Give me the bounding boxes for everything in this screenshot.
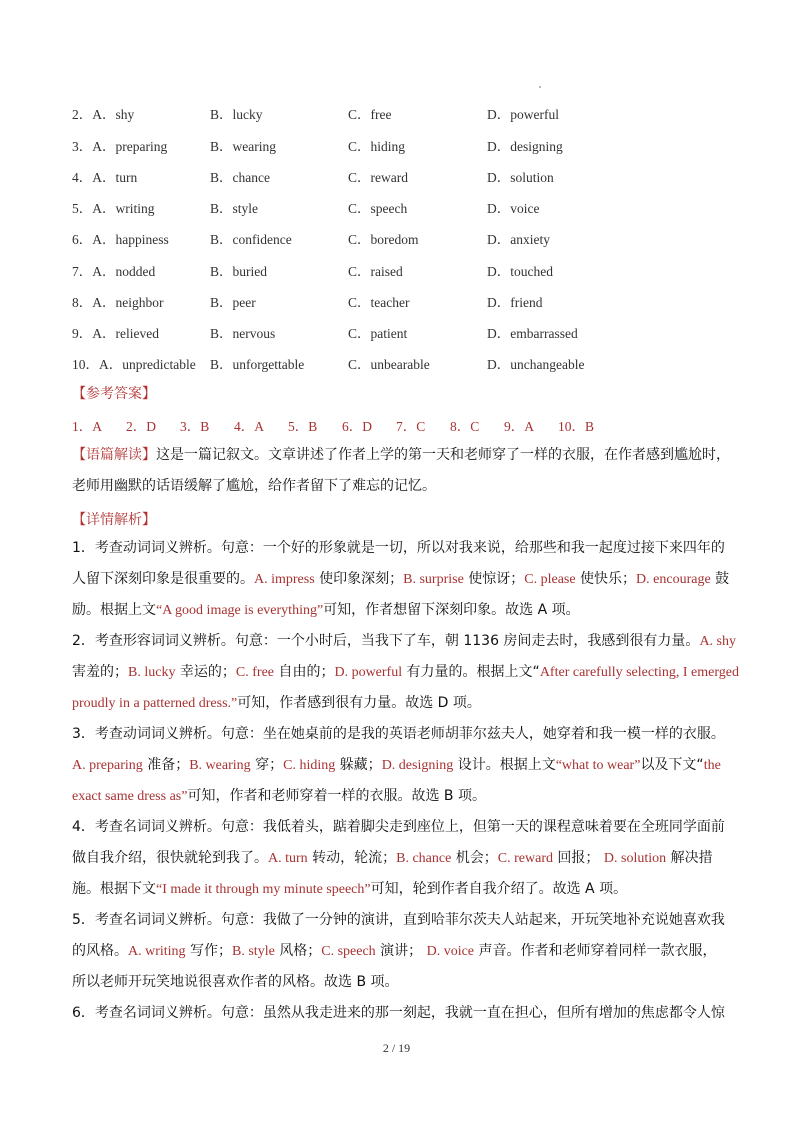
detail-analysis [72, 533, 739, 1029]
answer-item: 4．A [234, 419, 264, 434]
detail-line: 5．考查名词词义辨析。句意：我做了一分钟的演讲，直到哈菲尔茨夫人站起来，开玩笑地补充说她喜欢我 [72, 912, 725, 928]
option-b: B．style [210, 201, 259, 216]
option-d: D．touched [487, 264, 553, 279]
option-d: D．powerful [487, 107, 559, 122]
option-d: D．unchangeable [487, 357, 585, 372]
option-b: B．lucky [210, 107, 263, 122]
option-c: C．hiding [348, 139, 406, 154]
reading-interpretation [72, 440, 732, 502]
option-c: C．patient [348, 326, 408, 341]
option-d: D．solution [487, 170, 554, 185]
detail-line: 励。根据上文“A good image is everything”可知，作者想留下深刻印象。故选 A 项。 [72, 602, 580, 618]
option-c: C．speech [348, 201, 408, 216]
option-d: D．anxiety [487, 232, 550, 247]
option-a: 10．A．unpredictable [72, 357, 196, 372]
detail-heading [72, 509, 156, 529]
option-a: 3．A．preparing [72, 139, 168, 154]
option-c: C．boredom [348, 232, 419, 247]
option-c: C．unbearable [348, 357, 430, 372]
answer-item: 2．D [126, 419, 156, 434]
detail-line: 做自我介绍，很快就轮到我了。A. turn 转动，轮流；B. chance 机会；C. reward 回报； D. solution 解决措 [72, 850, 713, 866]
detail-line: 4．考查名词词义辨析。句意：我低着头，踮着脚尖走到座位上，但第一天的课程意味着要在全班同学面前 [72, 819, 725, 835]
option-b: B．buried [210, 264, 267, 279]
option-d: D．voice [487, 201, 540, 216]
option-b: B．wearing [210, 139, 276, 154]
option-b: B．nervous [210, 326, 276, 341]
scan-dot [539, 86, 541, 88]
answer-item: 3．B [180, 419, 210, 434]
option-c: C．teacher [348, 295, 410, 310]
option-a: 8．A．neighbor [72, 295, 164, 310]
option-a: 5．A．writing [72, 201, 155, 216]
detail-line: 3．考查动词词义辨析。句意：坐在她桌前的是我的英语老师胡菲尔兹夫人，她穿着和我一模一样的衣服。 [72, 726, 725, 742]
option-d: D．designing [487, 139, 563, 154]
reading-text-1: 这是一篇记叙文。文章讲述了作者上学的第一天和老师穿了一样的衣服，在作者感到尴尬时， [156, 447, 730, 463]
detail-line: 的风格。A. writing 写作；B. style 风格；C. speech 演讲； D. voice 声音。作者和老师穿着同样一款衣服， [72, 943, 717, 959]
answer-item: 10．B [558, 419, 595, 434]
detail-line: 1．考查动词词义辨析。句意：一个好的形象就是一切，所以对我来说，给那些和我一起度过接下来四年的 [72, 540, 725, 556]
answer-item: 8．C [450, 419, 480, 434]
option-b: B．peer [210, 295, 256, 310]
option-c: C．raised [348, 264, 403, 279]
detail-heading-label: 【详情解析】 [72, 512, 156, 528]
answer-item: 7．C [396, 419, 426, 434]
option-b: B．confidence [210, 232, 292, 247]
option-d: D．embarrassed [487, 326, 578, 341]
option-a: 9．A．relieved [72, 326, 159, 341]
reading-label: 【语篇解读】 [72, 447, 156, 463]
detail-line: exact same dress as”可知，作者和老师穿着一样的衣服。故选 B 项。 [72, 788, 486, 804]
answer-heading-label: 【参考答案】 [72, 386, 156, 402]
detail-line: 所以老师开玩笑地说很喜欢作者的风格。故选 B 项。 [72, 974, 399, 990]
option-a: 2．A．shy [72, 107, 135, 122]
answer-item: 5．B [288, 419, 318, 434]
answer-item: 6．D [342, 419, 372, 434]
option-b: B．chance [210, 170, 270, 185]
detail-line: proudly in a patterned dress.”可知，作者感到很有力量。故选 D 项。 [72, 695, 481, 711]
detail-line: 6．考查名词词义辨析。句意：虽然从我走进来的那一刻起，我就一直在担心，但所有增加的焦虑都令人惊 [72, 1005, 725, 1021]
option-d: D．friend [487, 295, 543, 310]
reading-text-2: 老师用幽默的话语缓解了尴尬，给作者留下了难忘的记忆。 [72, 478, 436, 494]
answer-item: 1．A [72, 419, 102, 434]
page-number: 2 / 19 [382, 1041, 411, 1055]
answer-item: 9．A [504, 419, 534, 434]
option-b: B．unforgettable [210, 357, 305, 372]
option-a: 6．A．happiness [72, 232, 169, 247]
detail-line: 害羞的；B. lucky 幸运的；C. free 自由的；D. powerful 有力量的。根据上文“After carefully selecting, I emerged [72, 664, 739, 680]
answer-heading [72, 383, 156, 403]
option-a: 7．A．nodded [72, 264, 156, 279]
detail-line: 2．考查形容词词义辨析。句意：一个小时后，当我下了车，朝 1136 房间走去时，我感到很有力量。A. shy [72, 633, 736, 649]
option-c: C．reward [348, 170, 408, 185]
detail-line: 人留下深刻印象是很重要的。A. impress 使印象深刻；B. surprise 使惊讶；C. please 使快乐；D. encourage 鼓 [72, 571, 730, 587]
detail-line: 施。根据下文“I made it through my minute speech”可知，轮到作者自我介绍了。故选 A 项。 [72, 881, 628, 897]
option-a: 4．A．turn [72, 170, 138, 185]
option-c: C．free [348, 107, 392, 122]
detail-line: A. preparing 准备；B. wearing 穿；C. hiding 躲藏；D. designing 设计。根据上文“what to wear”以及下文“the [72, 757, 721, 773]
